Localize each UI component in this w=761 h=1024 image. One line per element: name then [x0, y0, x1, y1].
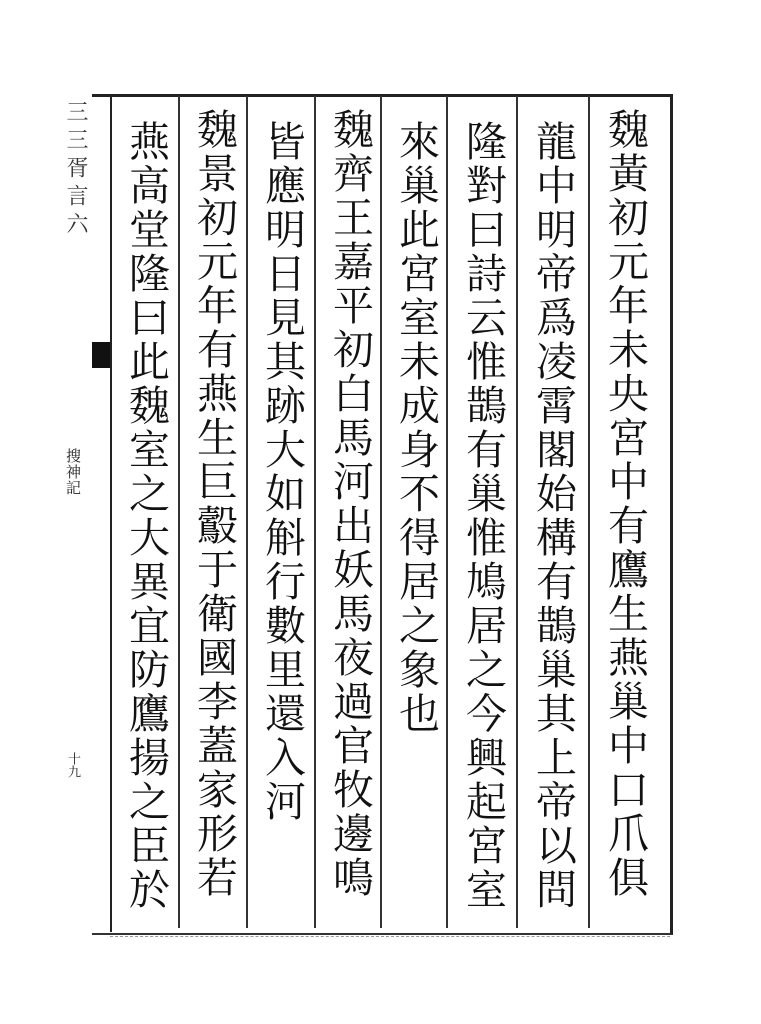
- text-column-6: 皆應明日見其跡大如斛行數里還入河: [258, 120, 306, 824]
- column-rule: [246, 96, 248, 928]
- column-rule: [446, 96, 448, 928]
- fish-tail-mark: [92, 342, 110, 368]
- text-column-4: 來巢此宮室未成身不得居之象也: [392, 120, 440, 736]
- text-column-2: 龍中明帝爲凌霄閣始構有鵲巢其上帝以問: [529, 120, 577, 912]
- column-rule: [314, 96, 316, 928]
- column-rule: [380, 96, 382, 928]
- text-column-3: 隆對曰詩云惟鵲有巢惟鳩居之今興起宮室: [459, 120, 507, 912]
- margin-book-title: 搜神記: [64, 448, 82, 496]
- text-column-5: 魏齊王嘉平初白馬河出妖馬夜過官牧邊鳴: [326, 108, 374, 900]
- text-column-8: 燕高堂隆曰此魏室之大異宜防鷹揚之臣於: [122, 120, 170, 912]
- text-column-7: 魏景初元年有燕生巨鷇于衛國李蓋家形若: [190, 108, 238, 900]
- column-rule: [588, 96, 590, 928]
- margin-strip: [92, 94, 112, 932]
- margin-header-glyphs: 三三胥言六: [63, 100, 88, 240]
- bottom-edge-speckle: [110, 936, 670, 941]
- column-rule: [516, 96, 518, 928]
- column-rule: [178, 96, 180, 928]
- margin-page-number: 十九: [65, 752, 80, 778]
- text-column-1: 魏黃初元年未央宮中有鷹生燕巢中口爪俱: [601, 108, 649, 900]
